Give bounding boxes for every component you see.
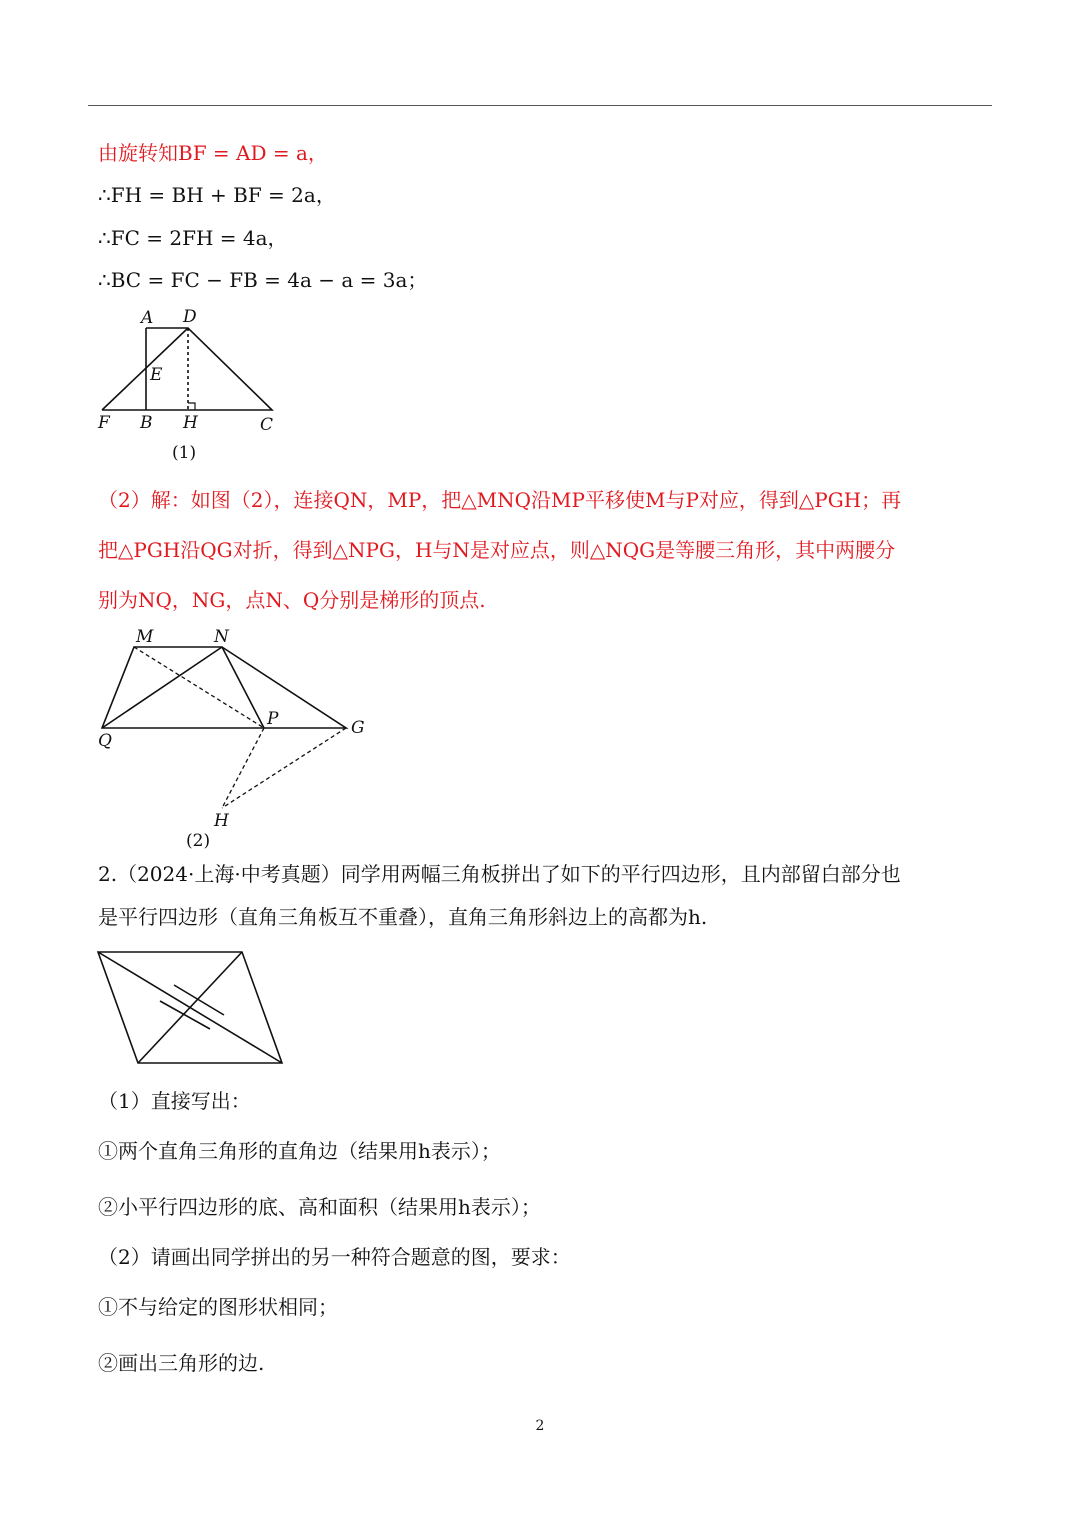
fig1-label-B: B [140,413,153,433]
fig2-label-G: G [351,718,365,738]
problem2-stem-1: 2.（2024·上海·中考真题）同学用两幅三角板拼出了如下的平行四边形，且内部留白部分也 [98,862,901,886]
problem2-stem-2: 是平行四边形（直角三角板互不重叠），直角三角形斜边上的高都为h. [98,905,708,929]
question-2-2: ②画出三角形的边. [98,1351,265,1375]
figure-1-trapezoid [90,300,290,470]
header-rule [88,105,992,106]
question-2: （2）请画出同学拼出的另一种符合题意的图，要求： [98,1245,571,1269]
fig1-label-A: A [141,308,154,328]
figure-2-trapezoid-fold [90,620,380,855]
fig2-label-P: P [267,709,279,729]
question-1-2: ②小平行四边形的底、高和面积（结果用h表示）； [98,1195,541,1219]
fig1-caption: (1) [172,443,197,463]
fig2-label-N: N [214,627,229,647]
fig1-label-D: D [183,307,197,327]
question-1: （1）直接写出： [98,1089,251,1113]
fig1-label-C: C [260,415,274,435]
fig1-label-F: F [98,413,110,433]
part2-line-1: （2）解：如图（2），连接QN，MP，把△MNQ沿MP平移使M与P对应，得到△PGH；再 [98,488,902,512]
fig2-label-M: M [136,627,154,647]
fig1-label-H: H [183,413,198,433]
fig2-caption: (2) [186,831,211,851]
solution-line-2: ∴FH = BH + BF = 2a， [98,183,336,207]
part2-line-3: 别为NQ，NG，点N、Q分别是梯形的顶点. [98,588,486,612]
question-1-1: ①两个直角三角形的直角边（结果用h表示）； [98,1139,501,1163]
question-2-1: ①不与给定的图形状相同； [98,1295,338,1319]
part2-line-2: 把△PGH沿QG对折，得到△NPG，H与N是对应点，则△NQG是等腰三角形，其中两腰分 [98,538,896,562]
solution-line-4: ∴BC = FC − FB = 4a − a = 3a； [98,268,428,292]
solution-line-1: 由旋转知BF = AD = a， [98,141,328,165]
page-number: 2 [535,1418,545,1434]
solution-line-3: ∴FC = 2FH = 4a， [98,226,288,250]
fig1-label-E: E [150,365,163,385]
figure-parallelogram [90,945,290,1070]
fig2-label-Q: Q [98,731,112,751]
fig2-label-H: H [214,811,229,831]
